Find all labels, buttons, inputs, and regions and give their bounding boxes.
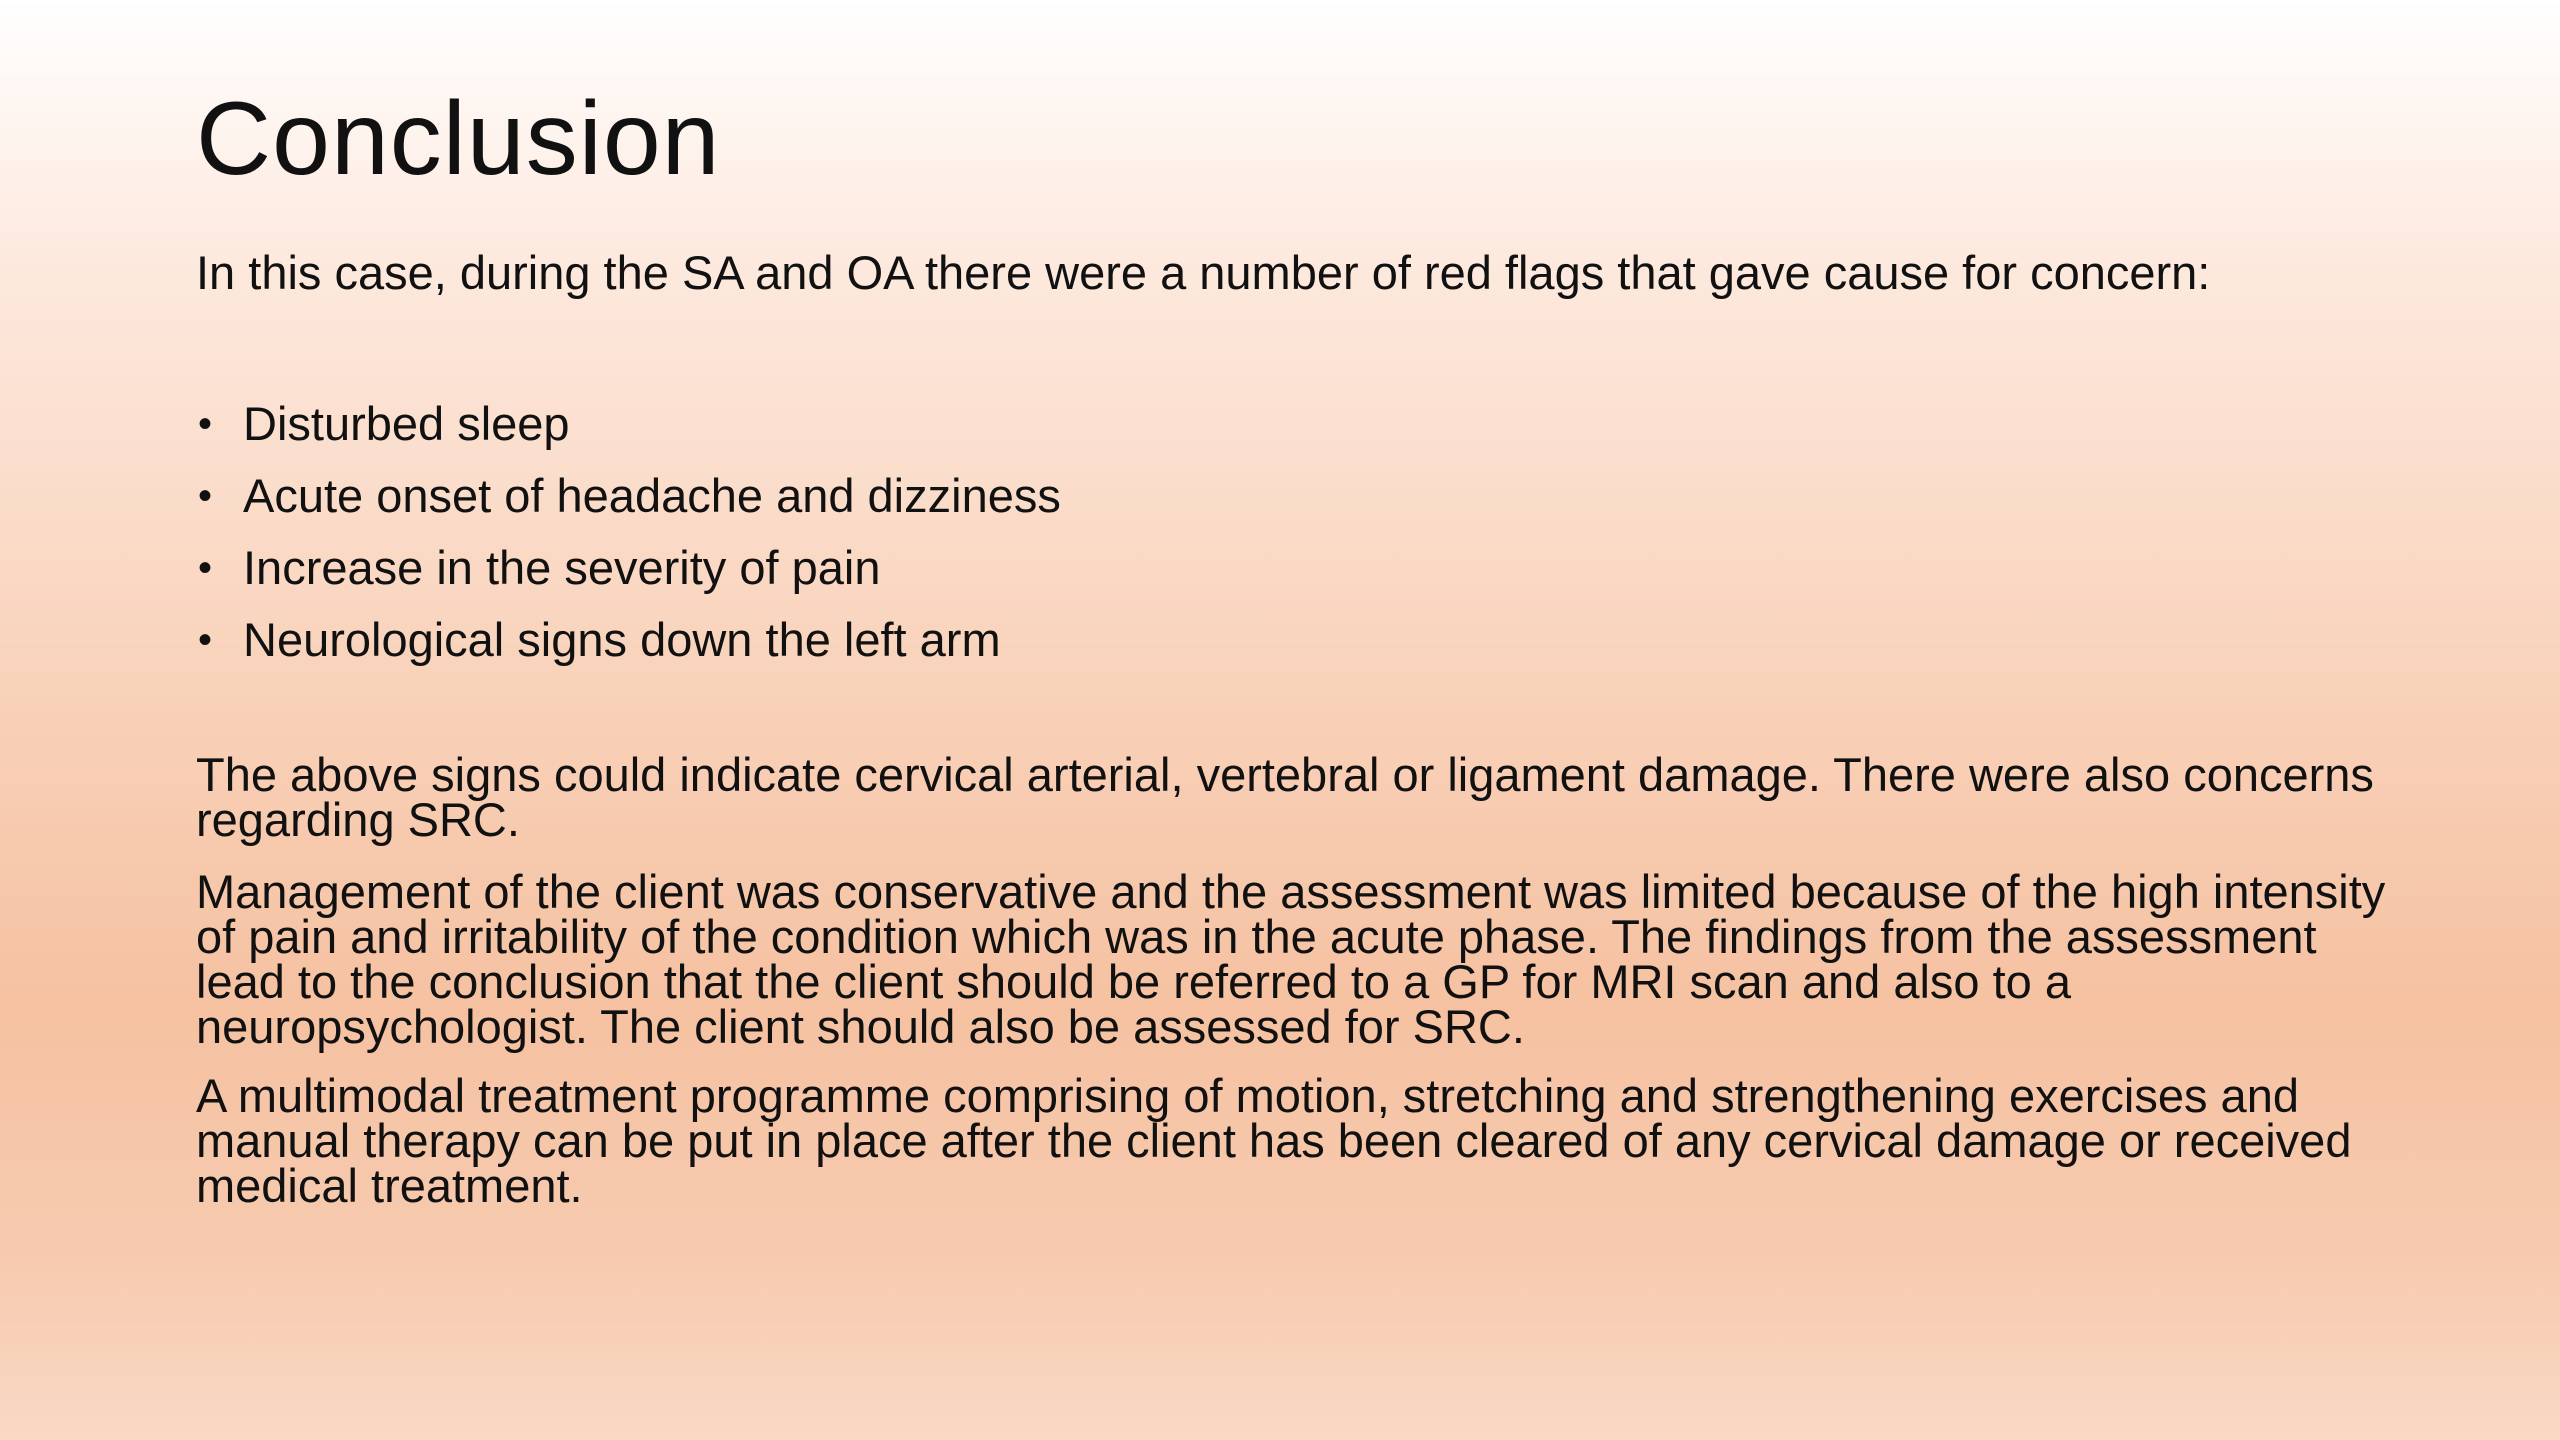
list-item-text: Acute onset of headache and dizziness: [243, 469, 1061, 522]
paragraph-signs: The above signs could indicate cervical arterial, vertebral or ligament damage. There were also concerns regarding SRC.: [196, 748, 2374, 846]
bullet-icon: •: [198, 402, 213, 446]
list-item-text: Increase in the severity of pain: [243, 541, 881, 594]
list-item-text: Disturbed sleep: [243, 397, 570, 450]
slide-title: Conclusion: [196, 81, 721, 197]
list-item: [196, 388, 1061, 460]
list-item-text: Neurological signs down the left arm: [243, 613, 1001, 666]
paragraph-treatment: A multimodal treatment programme comprising of motion, stretching and strengthening exercises and manual therapy can be put in place after the client has been cleared of any cervical damage or received medical treatment.: [196, 1069, 2352, 1212]
bullet-icon: •: [198, 546, 213, 590]
list-item: [196, 460, 1061, 532]
red-flags-list: [196, 388, 1061, 676]
list-item: [196, 604, 1061, 676]
list-item: [196, 532, 1061, 604]
bullet-icon: •: [198, 474, 213, 518]
paragraph-management: Management of the client was conservative and the assessment was limited because of the high intensity of pain and irritability of the condition which was in the acute phase. The findings from the assessment lead to the conclusion that the client should be referred to a GP for MRI scan and also to a neuropsychologist. The client should also be assessed for SRC.: [196, 865, 2386, 1053]
intro-text: In this case, during the SA and OA there were a number of red flags that gave cause for concern:: [196, 246, 2211, 299]
bullet-icon: •: [198, 618, 213, 662]
